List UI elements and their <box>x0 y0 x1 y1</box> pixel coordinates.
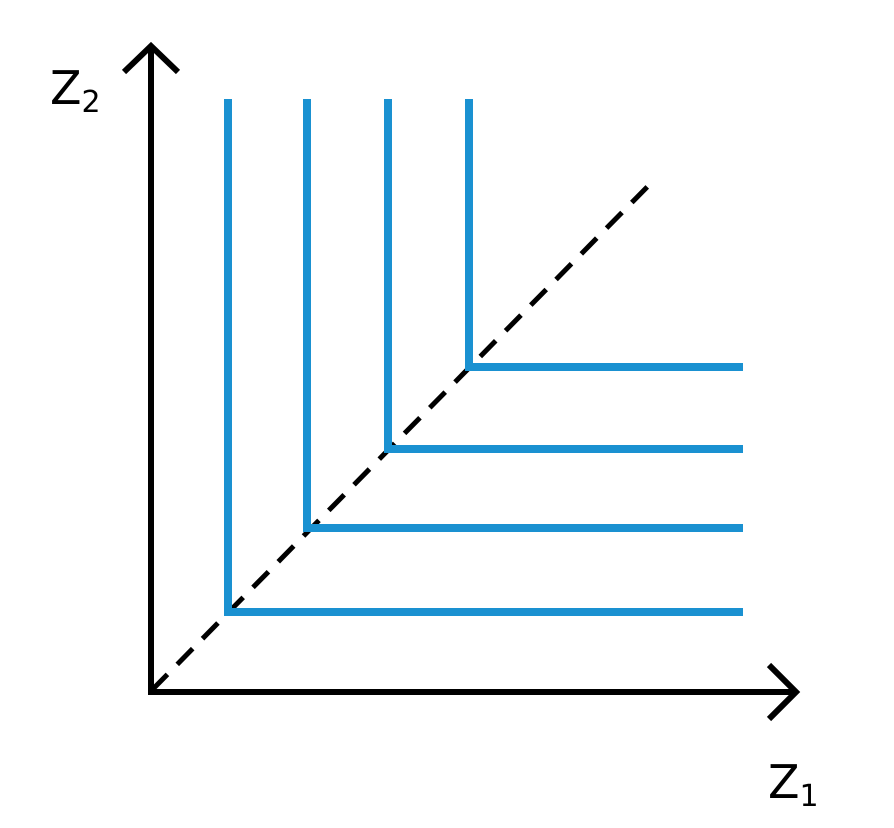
x-axis-label-base: Z <box>768 755 800 809</box>
x-axis-label-subscript: 1 <box>799 779 819 814</box>
contour-line-2 <box>307 99 743 528</box>
x-axis-label <box>768 755 819 814</box>
y-axis-label-subscript: 2 <box>81 85 101 120</box>
y-axis-label-base: Z <box>50 61 82 115</box>
y-axis-label <box>50 61 101 120</box>
